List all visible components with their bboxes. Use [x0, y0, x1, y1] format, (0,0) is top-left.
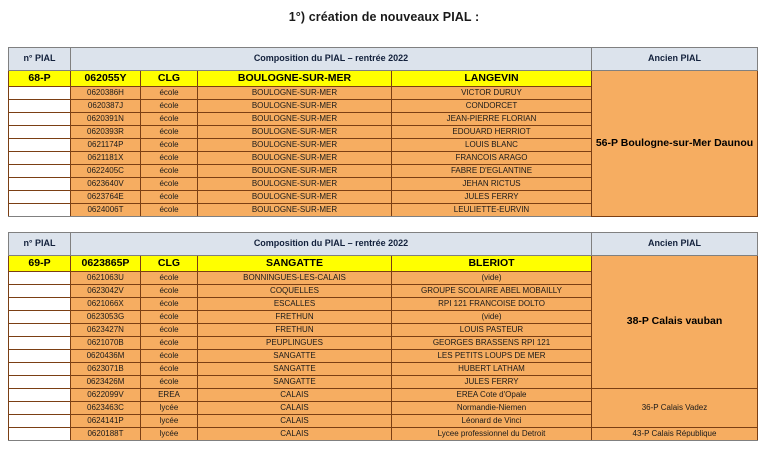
etab-code-cell: 0622405C	[71, 165, 141, 178]
commune-cell: CALAIS	[198, 428, 392, 441]
pial-number-spacer	[9, 191, 71, 204]
etab-code-cell: 0620436M	[71, 350, 141, 363]
etab-code-cell: 0621066X	[71, 298, 141, 311]
etab-type-cell: lycée	[141, 428, 198, 441]
ancien-pial-cell: 56-P Boulogne-sur-Mer Daunou	[592, 71, 758, 217]
etab-type-cell: école	[141, 272, 198, 285]
etab-name-cell: RPI 121 FRANCOISE DOLTO	[392, 298, 592, 311]
pial-number-spacer	[9, 311, 71, 324]
commune-cell: PEUPLINGUES	[198, 337, 392, 350]
pial-number-spacer	[9, 139, 71, 152]
etab-type-cell: école	[141, 113, 198, 126]
pial-table-2-wrapper	[8, 232, 757, 441]
pial-number-cell: 68-P	[9, 71, 71, 87]
etab-name-cell: GROUPE SCOLAIRE ABEL MOBAILLY	[392, 285, 592, 298]
pial-number-spacer	[9, 337, 71, 350]
pial-number-spacer	[9, 113, 71, 126]
etab-type-cell: école	[141, 285, 198, 298]
etab-type-cell: école	[141, 311, 198, 324]
commune-cell: BOULOGNE-SUR-MER	[198, 204, 392, 217]
commune-cell: BOULOGNE-SUR-MER	[198, 126, 392, 139]
etab-name-cell: (vide)	[392, 311, 592, 324]
commune-cell: BOULOGNE-SUR-MER	[198, 191, 392, 204]
etab-code-cell: 0622099V	[71, 389, 141, 402]
pial-number-spacer	[9, 165, 71, 178]
etab-type-cell: lycée	[141, 415, 198, 428]
pial-table-2	[8, 232, 758, 441]
etab-type-cell: école	[141, 376, 198, 389]
pial-number-spacer	[9, 298, 71, 311]
etab-code-cell: 0623427N	[71, 324, 141, 337]
table-header-row	[9, 48, 758, 71]
etab-type-cell: école	[141, 139, 198, 152]
etab-name-cell: FRANCOIS ARAGO	[392, 152, 592, 165]
etab-name-cell: Normandie-Niemen	[392, 402, 592, 415]
commune-cell: BOULOGNE-SUR-MER	[198, 113, 392, 126]
pial-number-cell: 69-P	[9, 256, 71, 272]
commune-cell: SANGATTE	[198, 363, 392, 376]
etab-type-cell: école	[141, 191, 198, 204]
etab-name-cell: BLERIOT	[392, 256, 592, 272]
etab-code-cell: 062055Y	[71, 71, 141, 87]
etab-code-cell: 0621181X	[71, 152, 141, 165]
etab-type-cell: école	[141, 298, 198, 311]
etab-name-cell: (vide)	[392, 272, 592, 285]
etab-name-cell: LOUIS BLANC	[392, 139, 592, 152]
header-ancien-pial: Ancien PIAL	[592, 233, 758, 256]
etab-name-cell: LANGEVIN	[392, 71, 592, 87]
pial-number-spacer	[9, 272, 71, 285]
commune-cell: ESCALLES	[198, 298, 392, 311]
etab-type-cell: EREA	[141, 389, 198, 402]
header-num-pial: n° PIAL	[9, 233, 71, 256]
etab-code-cell: 0623463C	[71, 402, 141, 415]
etab-code-cell: 0620188T	[71, 428, 141, 441]
pial-number-spacer	[9, 428, 71, 441]
commune-cell: CALAIS	[198, 402, 392, 415]
etab-type-cell: CLG	[141, 256, 198, 272]
etab-code-cell: 0624141P	[71, 415, 141, 428]
etab-type-cell: CLG	[141, 71, 198, 87]
etab-name-cell: JULES FERRY	[392, 376, 592, 389]
pial-number-spacer	[9, 100, 71, 113]
etab-code-cell: 0623865P	[71, 256, 141, 272]
pial-number-spacer	[9, 402, 71, 415]
commune-cell: CALAIS	[198, 415, 392, 428]
pial-number-spacer	[9, 389, 71, 402]
etab-code-cell: 0623426M	[71, 376, 141, 389]
pial-number-spacer	[9, 376, 71, 389]
etab-type-cell: école	[141, 165, 198, 178]
etab-code-cell: 0621174P	[71, 139, 141, 152]
etab-name-cell: EREA Cote d'Opale	[392, 389, 592, 402]
table-row	[9, 428, 758, 441]
header-composition: Composition du PIAL – rentrée 2022	[71, 48, 592, 71]
etab-code-cell: 0621070B	[71, 337, 141, 350]
commune-cell: CALAIS	[198, 389, 392, 402]
etab-name-cell: Lycee professionnel du Detroit	[392, 428, 592, 441]
etab-type-cell: école	[141, 87, 198, 100]
etab-code-cell: 0620386H	[71, 87, 141, 100]
commune-cell: FRETHUN	[198, 311, 392, 324]
etab-code-cell: 0624006T	[71, 204, 141, 217]
etab-type-cell: école	[141, 363, 198, 376]
etab-code-cell: 0623640V	[71, 178, 141, 191]
commune-cell: BOULOGNE-SUR-MER	[198, 152, 392, 165]
pial-number-spacer	[9, 87, 71, 100]
etab-code-cell: 0623071B	[71, 363, 141, 376]
etab-code-cell: 0623042V	[71, 285, 141, 298]
commune-cell: BOULOGNE-SUR-MER	[198, 178, 392, 191]
header-composition: Composition du PIAL – rentrée 2022	[71, 233, 592, 256]
commune-cell: SANGATTE	[198, 256, 392, 272]
commune-cell: BONNINGUES-LES-CALAIS	[198, 272, 392, 285]
pial-number-spacer	[9, 178, 71, 191]
ancien-pial-cell: 43-P Calais République	[592, 428, 758, 441]
etab-name-cell: JULES FERRY	[392, 191, 592, 204]
commune-cell: BOULOGNE-SUR-MER	[198, 100, 392, 113]
commune-cell: SANGATTE	[198, 376, 392, 389]
etab-type-cell: école	[141, 126, 198, 139]
etab-name-cell: VICTOR DURUY	[392, 87, 592, 100]
etab-code-cell: 0620391N	[71, 113, 141, 126]
pial-lead-row	[9, 71, 758, 87]
etab-type-cell: école	[141, 152, 198, 165]
etab-name-cell: FABRE D'EGLANTINE	[392, 165, 592, 178]
pial-number-spacer	[9, 350, 71, 363]
etab-type-cell: école	[141, 324, 198, 337]
ancien-pial-cell: 38-P Calais vauban	[592, 256, 758, 389]
pial-number-spacer	[9, 152, 71, 165]
commune-cell: BOULOGNE-SUR-MER	[198, 87, 392, 100]
commune-cell: COQUELLES	[198, 285, 392, 298]
etab-type-cell: école	[141, 337, 198, 350]
pial-lead-row	[9, 256, 758, 272]
pial-table-1-body	[9, 48, 758, 217]
commune-cell: FRETHUN	[198, 324, 392, 337]
commune-cell: BOULOGNE-SUR-MER	[198, 139, 392, 152]
pial-number-spacer	[9, 324, 71, 337]
pial-table-1-wrapper	[8, 47, 757, 217]
pial-number-spacer	[9, 415, 71, 428]
pial-number-spacer	[9, 126, 71, 139]
etab-name-cell: HUBERT LATHAM	[392, 363, 592, 376]
etab-type-cell: lycée	[141, 402, 198, 415]
pial-number-spacer	[9, 204, 71, 217]
pial-number-spacer	[9, 285, 71, 298]
etab-name-cell: JEHAN RICTUS	[392, 178, 592, 191]
header-num-pial: n° PIAL	[9, 48, 71, 71]
commune-cell: BOULOGNE-SUR-MER	[198, 71, 392, 87]
etab-name-cell: LEULIETTE-EURVIN	[392, 204, 592, 217]
etab-code-cell: 0620387J	[71, 100, 141, 113]
etab-name-cell: LES PETITS LOUPS DE MER	[392, 350, 592, 363]
etab-type-cell: école	[141, 350, 198, 363]
etab-type-cell: école	[141, 100, 198, 113]
etab-code-cell: 0621063U	[71, 272, 141, 285]
table-header-row	[9, 233, 758, 256]
etab-code-cell: 0623053G	[71, 311, 141, 324]
etab-name-cell: JEAN-PIERRE FLORIAN	[392, 113, 592, 126]
commune-cell: BOULOGNE-SUR-MER	[198, 165, 392, 178]
pial-number-spacer	[9, 363, 71, 376]
header-ancien-pial: Ancien PIAL	[592, 48, 758, 71]
etab-name-cell: Léonard de Vinci	[392, 415, 592, 428]
etab-name-cell: GEORGES BRASSENS RPI 121	[392, 337, 592, 350]
etab-code-cell: 0620393R	[71, 126, 141, 139]
ancien-pial-cell: 36-P Calais Vadez	[592, 389, 758, 428]
commune-cell: SANGATTE	[198, 350, 392, 363]
pial-table-2-body	[9, 233, 758, 441]
etab-name-cell: LOUIS PASTEUR	[392, 324, 592, 337]
pial-table-1	[8, 47, 758, 217]
etab-name-cell: EDOUARD HERRIOT	[392, 126, 592, 139]
etab-type-cell: école	[141, 204, 198, 217]
page-title: 1°) création de nouveaux PIAL :	[288, 10, 480, 24]
etab-code-cell: 0623764E	[71, 191, 141, 204]
etab-name-cell: CONDORCET	[392, 100, 592, 113]
table-row	[9, 389, 758, 402]
etab-type-cell: école	[141, 178, 198, 191]
